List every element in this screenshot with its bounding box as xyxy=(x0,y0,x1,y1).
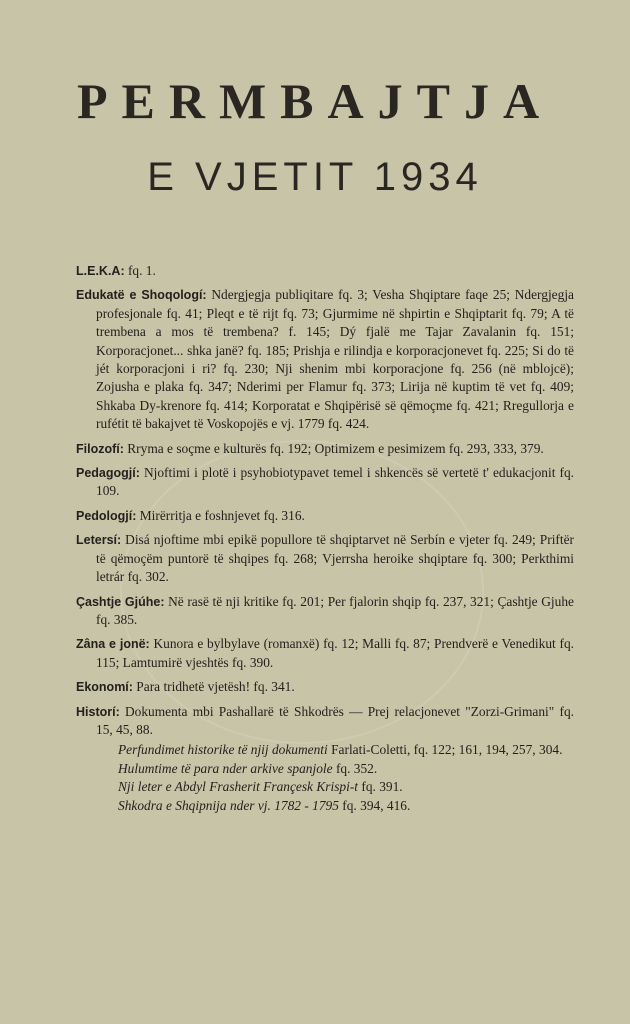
entry-edukate xyxy=(76,286,574,433)
entry-pedologji xyxy=(76,507,574,525)
entry-label: Edukatë e Shoqologí: xyxy=(76,288,207,303)
entry-text: Para tridhetë vjetësh! fq. 341. xyxy=(132,679,295,695)
contents-list xyxy=(76,262,574,815)
sub-item-title: Nji leter e Abdyl Frasherit Françesk Krispi-t xyxy=(118,779,359,795)
entry-histori xyxy=(76,703,574,740)
page-title: PERMBAJTJA xyxy=(76,73,554,129)
sub-item-title: Shkodra e Shqipnija nder vj. 1782 - 1795 xyxy=(118,797,339,813)
entry-text: Njoftimi i plotë i psyhobiotypavet temel i shkencës së vertetë t' edukacjonit fq. 109. xyxy=(96,465,574,499)
sub-item-title: Hulumtime të para nder arkive spanjole xyxy=(118,760,333,776)
sub-item-pages: Farlati-Coletti, fq. 122; 161, 194, 257, 304. xyxy=(327,742,563,758)
sub-item-pages: fq. 394, 416. xyxy=(338,797,411,813)
entry-label: Historí: xyxy=(76,704,120,719)
histori-sub-item xyxy=(118,778,574,796)
entry-text: fq. 1. xyxy=(124,263,156,278)
page-subtitle: E VJETIT 1934 xyxy=(147,155,483,199)
entry-letersi xyxy=(76,531,574,586)
entry-pedagogji xyxy=(76,464,574,501)
entry-label: Filozofí: xyxy=(76,441,124,456)
entry-text: Dokumenta mbi Pashallarë të Shkodrës — Prej relacjonevet "Zorzi-Grimani" fq. 15, 45, 88. xyxy=(96,703,574,737)
entry-label: L.E.K.A: xyxy=(76,264,125,278)
sub-item-title: Perfundimet historike të njij dokumenti xyxy=(118,742,328,758)
histori-sub-item xyxy=(118,797,574,815)
histori-sub-item xyxy=(118,760,574,778)
entry-leka xyxy=(76,262,574,280)
entry-label: Ekonomí: xyxy=(76,680,133,695)
sub-item-pages: fq. 391. xyxy=(358,779,403,795)
entry-text: Ndergjegja publiqitare fq. 3; Vesha Shqiptare faqe 25; Ndergjegja profesjonale fq. 41; Pleqt e të rijt fq. 73; Gjurmime në shpirtin e Shqiptarit fq. 79; A të trembena a mos të trembena? f. 145; Dý fjalë me Tajar Zavalanin fq. 151; Korporacjonet... shka janë? fq. 185; Prishja e rilindja e korporacjonevet fq. 225; Si do të jét korporacjoni i ri? fq. 230; Nji shenim mbi korporacjone fq. 256 (në mblojcë); Zojusha e plaka fq. 347; Nderimi per Flamur fq. 373; Lirija në kuptim të vet fq. 409; Shkaba Dy-krenore fq. 414; Korporatat e Shqipërisë së qëmoçme fq. 421; Rregullorja e rufétit të bakajvet të Voskopojës e vj. 1779 fq. 424. xyxy=(96,287,574,432)
sub-item-pages: fq. 352. xyxy=(332,760,378,776)
histori-sub-item xyxy=(118,741,574,759)
entry-zana xyxy=(76,635,574,672)
entry-label: Zâna e jonë: xyxy=(76,637,150,652)
entry-text: Kunora e bylbylave (romanxë) fq. 12; Malli fq. 87; Prendverë e Venedikut fq. 115; Lamtumirë vjeshtës fq. 390. xyxy=(96,636,574,670)
entry-label: Çashtje Gjúhe: xyxy=(76,594,165,609)
entry-cashtje-gjuhe xyxy=(76,593,574,630)
entry-ekonomi xyxy=(76,678,574,696)
entry-text: Rryma e soçme e kulturës fq. 192; Optimizem e pesimizem fq. 293, 333, 379. xyxy=(123,440,544,456)
entry-text: Mirërritja e foshnjevet fq. 316. xyxy=(136,507,305,523)
entry-text: Në rasë të nji kritike fq. 201; Per fjalorin shqip fq. 237, 321; Çashtje Gjuhe fq. 385. xyxy=(96,593,574,627)
entry-text: Disá njoftime mbi epikë popullore të shqiptarvet në Serbín e vjeter fq. 249; Priftër të qëmoçëm puntorë të shqipes fq. 268; Vjerrsha heroike shqiptare fq. 300; Perkthimi letrár fq. 302. xyxy=(96,532,574,585)
entry-label: Pedologjí: xyxy=(76,508,137,523)
entry-label: Letersí: xyxy=(76,533,122,548)
entry-label: Pedagogjí: xyxy=(76,466,140,481)
entry-filozofi xyxy=(76,440,574,458)
